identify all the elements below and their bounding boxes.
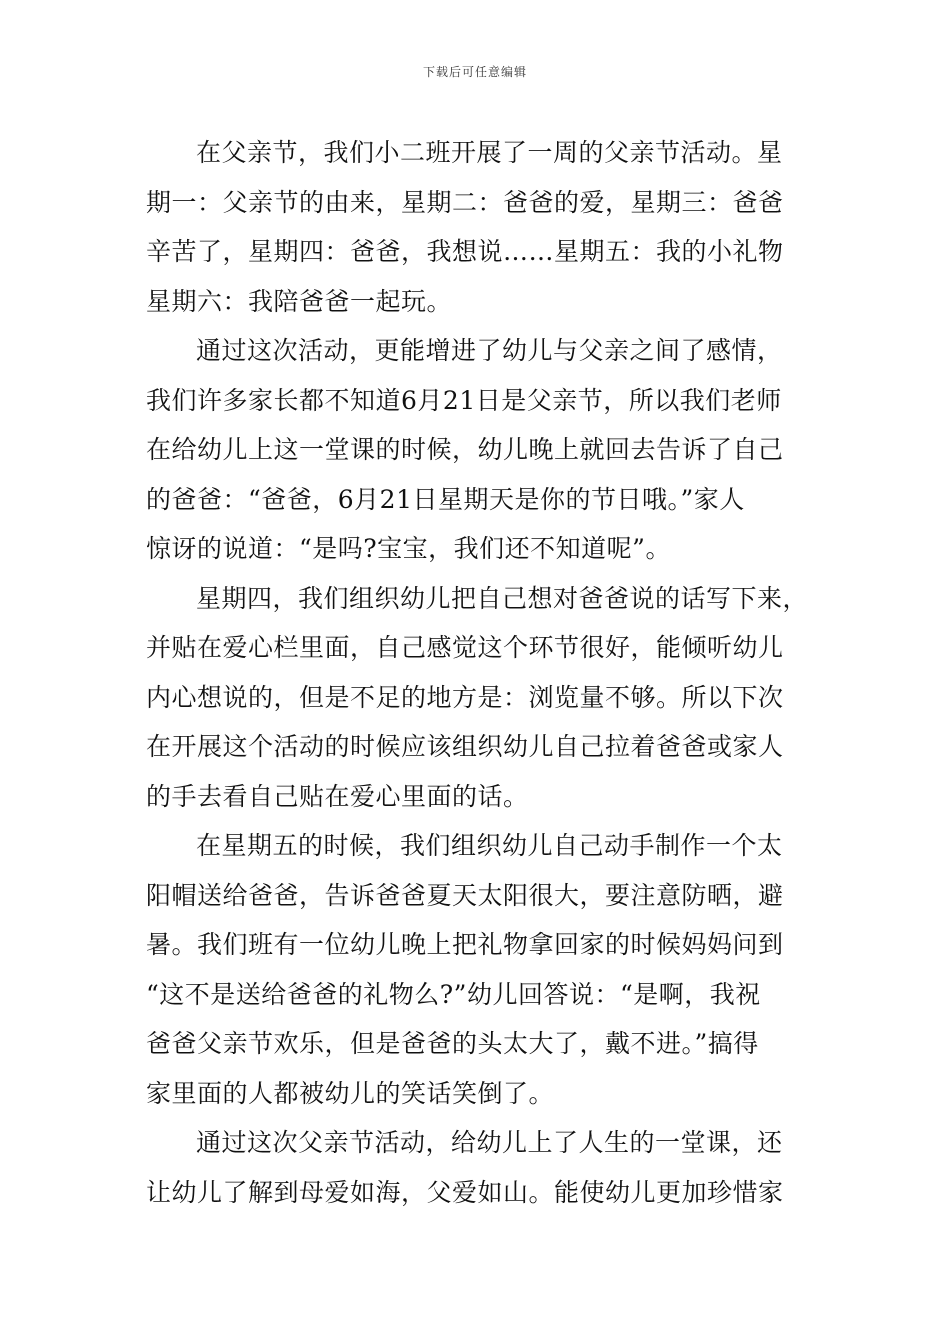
paragraph-line: 通过这次父亲节活动，给幼儿上了人生的一堂课，还 — [196, 1128, 783, 1157]
paragraph-line: 内心想说的，但是不足的地方是：浏览量不够。所以下次 — [146, 682, 784, 712]
paragraph-line: 在父亲节，我们小二班开展了一周的父亲节活动。星 — [196, 138, 783, 167]
paragraph-line: 通过这次活动，更能增进了幼儿与父亲之间了感情， — [196, 336, 783, 365]
paragraph-line: 在星期五的时候，我们组织幼儿自己动手制作一个太 — [196, 831, 783, 860]
paragraph-line: 期一：父亲节的由来，星期二：爸爸的爱，星期三：爸爸 — [146, 187, 784, 217]
paragraph-line: 让幼儿了解到母爱如海，父爱如山。能使幼儿更加珍惜家 — [146, 1177, 784, 1207]
paragraph-line: 并贴在爱心栏里面，自己感觉这个环节很好，能倾听幼儿 — [146, 633, 784, 662]
paragraph-line: 的爸爸：“爸爸，6月21日星期天是你的节日哦。”家人 — [146, 484, 745, 514]
page-header: 下载后可任意编辑 — [422, 65, 527, 79]
paragraph-line: 我们许多家长都不知道6月21日是父亲节，所以我们老师 — [146, 385, 782, 415]
paragraph-line: 爸爸父亲节欢乐，但是爸爸的头太大了，戴不进。”搞得 — [146, 1029, 759, 1058]
paragraph-line: 惊讶的说道：“是吗?宝宝，我们还不知道呢”。 — [146, 534, 671, 563]
paragraph-line: 阳帽送给爸爸，告诉爸爸夏天太阳很大，要注意防晒，避 — [146, 880, 784, 910]
paragraph-line: “这不是送给爸爸的礼物么?”幼儿回答说：“是啊，我祝 — [146, 979, 761, 1009]
paragraph-line: 在给幼儿上这一堂课的时候，幼儿晚上就回去告诉了自己 — [146, 435, 784, 464]
paragraph-line: 在开展这个活动的时候应该组织幼儿自己拉着爸爸或家人 — [146, 732, 784, 761]
paragraph-line: 的手去看自己贴在爱心里面的话。 — [146, 781, 529, 811]
body-text — [146, 128, 810, 1217]
paragraph-line: 辛苦了，星期四：爸爸，我想说……星期五：我的小礼物 — [146, 237, 784, 266]
paragraph-line: 暑。我们班有一位幼儿晚上把礼物拿回家的时候妈妈问到 — [146, 930, 784, 959]
paragraph-line: 家里面的人都被幼儿的笑话笑倒了。 — [146, 1078, 555, 1108]
paragraph-line: 星期六：我陪爸爸一起玩。 — [146, 286, 453, 316]
paragraph-line: 星期四，我们组织幼儿把自己想对爸爸说的话写下来， — [196, 583, 809, 613]
